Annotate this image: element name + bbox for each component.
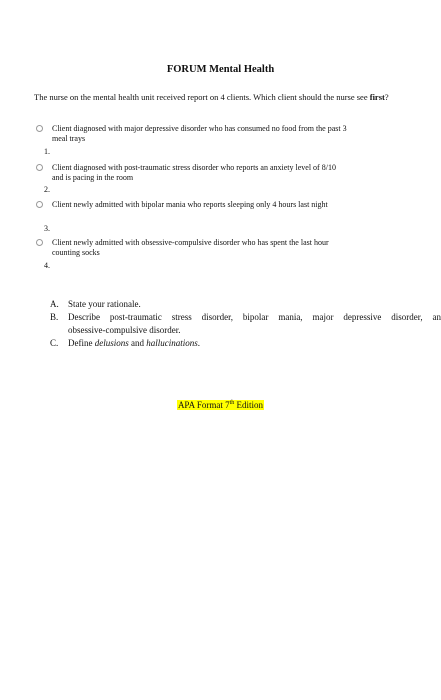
option-1-line2: meal trays (52, 134, 86, 143)
question-suffix: ? (384, 92, 389, 102)
option-2-line1: Client diagnosed with post-traumatic stress disorder who reports an anxiety level of 8/10 (52, 163, 336, 172)
apa-prefix: APA Format 7 (177, 400, 230, 410)
question-prefix: The nurse on the mental health unit received report on 4 clients. Which client should the nurse see (34, 92, 370, 102)
task-b (50, 311, 441, 337)
document-title: FORUM Mental Health (166, 64, 275, 75)
option-2-line2: and is pacing in the room (52, 173, 134, 182)
task-list (50, 298, 441, 350)
radio-button-icon[interactable] (36, 164, 43, 171)
apa-format-note (0, 400, 441, 410)
task-c-prefix: Define (68, 338, 95, 348)
task-b-line1: Describe post-traumatic stress disorder, bipolar mania, major depressive disorder, an (68, 312, 441, 322)
option-4-number: 4. (44, 261, 50, 270)
task-c-suffix: . (197, 338, 201, 348)
task-c (50, 337, 441, 350)
apa-highlight (177, 400, 264, 410)
option-3-line1: Client newly admitted with bipolar mania who reports sleeping only 4 hours last night (52, 200, 328, 209)
option-1-line1: Client diagnosed with major depressive disorder who has consumed no food from the past 3 (52, 124, 347, 133)
option-2-number: 2. (44, 185, 50, 194)
question-text (34, 88, 426, 106)
task-c-term-delusions: delusions (94, 338, 129, 348)
radio-button-icon[interactable] (36, 239, 43, 246)
apa-suffix: Edition (234, 400, 264, 410)
task-c-mid: and (128, 338, 147, 348)
apa-superscript: th (229, 400, 235, 406)
option-1-number: 1. (44, 147, 50, 156)
task-a-letter: A. (50, 299, 59, 309)
task-b-letter: B. (50, 312, 59, 322)
task-a-text: State your rationale. (68, 299, 141, 309)
option-4-line1: Client newly admitted with obsessive-compulsive disorder who has spent the last hour (52, 238, 329, 247)
question-emphasis: first (369, 92, 385, 102)
option-3-number: 3. (44, 224, 50, 233)
task-a (50, 298, 441, 311)
task-c-term-hallucinations: hallucinations (146, 338, 198, 348)
task-c-letter: C. (50, 338, 59, 348)
option-4-line2: counting socks (52, 248, 100, 257)
radio-button-icon[interactable] (36, 201, 43, 208)
task-b-line2: obsessive-compulsive disorder. (68, 325, 181, 335)
radio-button-icon[interactable] (36, 125, 43, 132)
